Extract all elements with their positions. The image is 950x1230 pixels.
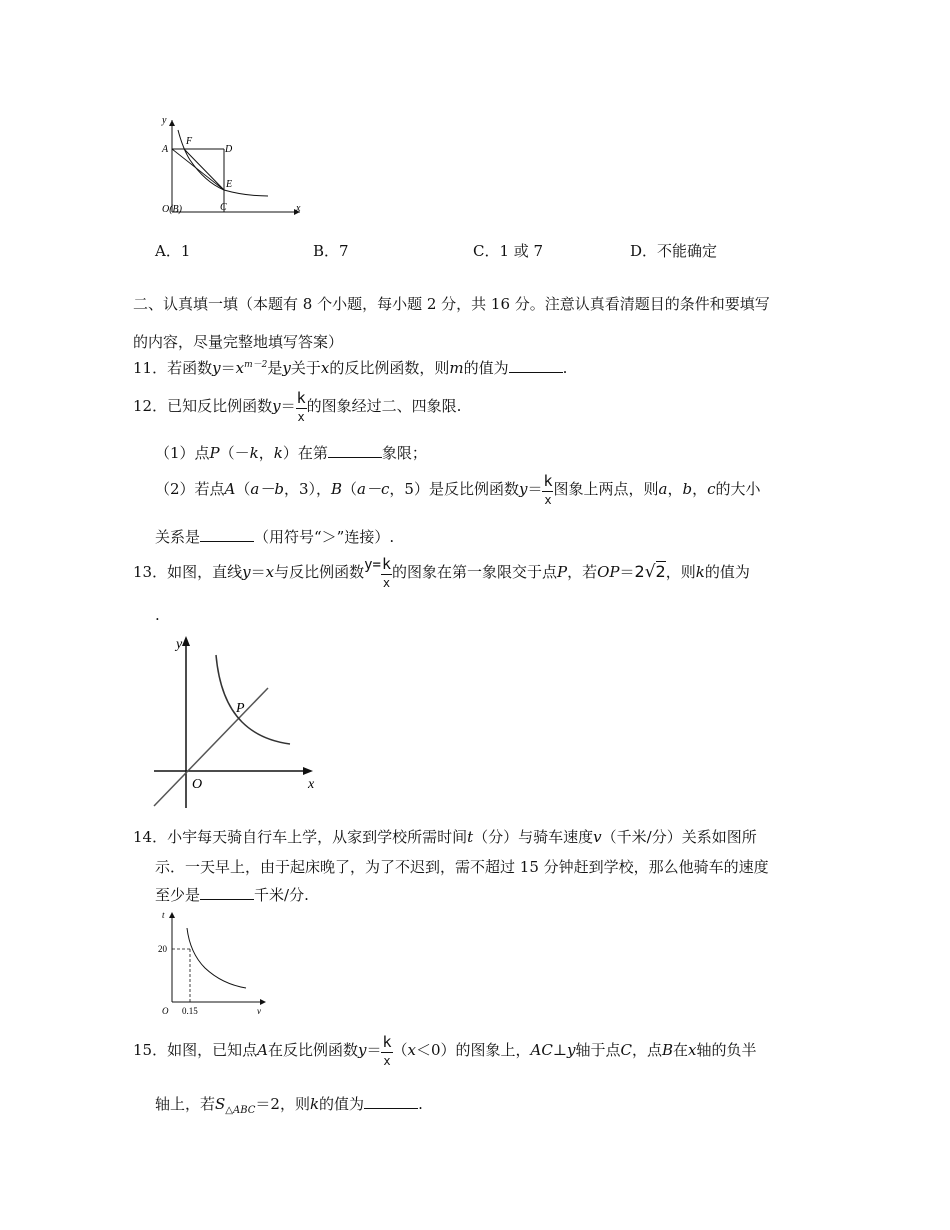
question-13-dot: . <box>155 606 160 624</box>
answer-blank[interactable] <box>200 527 254 542</box>
answer-blank[interactable] <box>200 885 254 900</box>
fraction-k-over-x: $\frac{k}{x}$ <box>381 555 391 590</box>
label-O: O <box>192 777 203 792</box>
answer-blank[interactable] <box>509 358 563 373</box>
choice-c[interactable]: C．1 或 7 <box>473 242 544 260</box>
fraction-k-over-x: $\frac{k}{x}$ <box>382 1033 392 1068</box>
answer-blank[interactable] <box>328 443 382 458</box>
question-11: 11．若函数$y=x^{m-2}$是y关于x的反比例函数，则m的值为 . <box>133 359 568 377</box>
figure-q10 <box>150 112 315 227</box>
label-O: O(B) <box>162 204 182 215</box>
label-v: v <box>257 1006 261 1016</box>
label-O: O <box>162 1006 169 1016</box>
question-15-line2: 轴上，若$S_{\triangle ABC}=2$，则k的值为 . <box>155 1095 423 1116</box>
label-F: F <box>186 136 193 147</box>
label-D: D <box>225 144 233 155</box>
label-C: C <box>220 202 227 213</box>
label-P: P <box>236 701 245 716</box>
question-14-line1: 14．小宇每天骑自行车上学，从家到学校所需时间t（分）与骑车速度v（千米/分）关系如图所 <box>133 828 757 846</box>
fraction-k-over-x: $\frac{k}{x}$ <box>543 472 553 507</box>
label-y: y <box>162 115 167 126</box>
label-x: x <box>296 203 301 214</box>
label-x: x <box>308 777 315 792</box>
question-12-part1: （1）点P（－k，k）在第 象限； <box>155 444 427 462</box>
label-A: A <box>162 144 169 155</box>
y-tick-20: 20 <box>158 944 167 954</box>
question-14-line3: 至少是 千米/分. <box>155 886 309 904</box>
question-12-part2-line2: 关系是 （用符号“＞”连接）. <box>155 528 395 546</box>
choice-a[interactable]: A．1 <box>155 242 191 260</box>
label-t: t <box>162 910 165 920</box>
question-12-part2: （2）若点A（a－b，3），B（a－c，5）是反比例函数y＝ $\frac{k}{x}$ 图象上两点，则a，b，c的大小 <box>155 472 761 507</box>
question-13: 13．如图，直线y＝x与反比例函数y= $\frac{k}{x}$ 的图象在第一象限交于点P，若OP＝2√2，则k的值为 <box>133 555 750 590</box>
x-tick-0.15: 0.15 <box>182 1006 198 1016</box>
figure-q13 <box>150 630 325 810</box>
choice-d[interactable]: D．不能确定 <box>630 242 718 260</box>
fraction-k-over-x: $\frac{k}{x}$ <box>296 389 306 424</box>
answer-blank[interactable] <box>364 1094 418 1109</box>
label-y: y <box>176 637 183 652</box>
question-14-line2: 示．一天早上，由于起床晚了，为了不迟到，需不超过 15 分钟赶到学校，那么他骑车的速度 <box>155 858 769 876</box>
question-15-line1: 15．如图，已知点A在反比例函数y＝ $\frac{k}{x}$ （x＜0）的图象上，AC⊥y轴于点C，点B在x轴的负半 <box>133 1033 757 1068</box>
question-12: 12．已知反比例函数y＝ $\frac{k}{x}$ 的图象经过二、四象限. <box>133 389 462 424</box>
section2-line2: 的内容，尽量完整地填写答案） <box>133 333 344 351</box>
label-E: E <box>226 179 233 190</box>
section2-line1: 二、认真填一填（本题有 8 个小题，每小题 2 分，共 16 分。注意认真看清题目的条件和要填写 <box>133 295 770 313</box>
choice-b[interactable]: B．7 <box>313 242 349 260</box>
figure-q14 <box>150 908 270 1020</box>
